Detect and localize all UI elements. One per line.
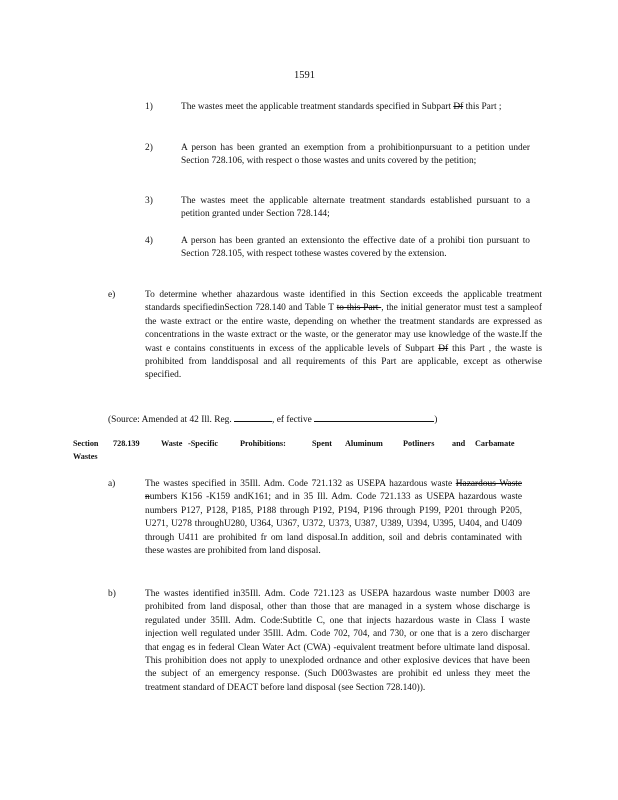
list-item-text: The wastes meet the applicable alternate treatment standards established pursuant to a petition granted under Section 728.144; — [181, 196, 530, 220]
list-item-text: A person has been granted an extensionto the effective date of a prohibi tion pursuant to Section 728.105, with respect tothese wastes covered by the extension. — [181, 236, 530, 260]
list-item-number: 1) — [145, 102, 153, 112]
list-item-text: The wastes meet the applicable treatment standards specified in Subpart Df this Part ; — [181, 102, 502, 112]
struck-text: Hazardous Waste n — [145, 479, 522, 503]
paragraph-label: b) — [108, 589, 116, 599]
document-page: 1591 1) The wastes meet the applicable treatment standards specified in Subpart Df this Part ; 2) A person has been granted an exemption from a prohibitionpursuant to a petition under Section 728.106, with respect o those wastes and units covered by the petition; 3) The wastes meet the applicable alternate treatment standards established pursuant to a petition granted under Section 728.144; 4) A person has been granted an extensionto the effective date of a prohibi tion pursuant to Section 728.105, with respect tothese wastes covered by the extension. e) To determine whether ahazardous waste identified in this Section exceeds the applicable treatment standards specifiedinSection 728.140 and Table T to this Part , the initial generator must test a sampleof the waste extract or the entire waste, depending on whether the treatment standards are expressed as concentrations in the waste extract or the waste, or the generator may use knowledge of the waste.If the wast e contains constituents in excess of the applicable levels of Subpart Df this Part , the waste is prohibited from landdisposal and all requirements of this Part are applicable, except as otherwise specified. (Source: Amended at 42 Ill. Reg. , ef fective ) Section 728.139 Waste -Specific Prohibitions: Spent Aluminum Potliners and Carbamate Wastes a) The wastes specified in 35Ill. Adm. Code 721.132 as USEPA hazardous waste Hazardous Waste numbers K156 -K159 andK161; and in 35 Ill. Adm. Code 721.133 as USEPA hazardous waste numbers P127, P128, P185, P188 through P192, P194, P196 through P199, P201 through P205, U271, U278 throughU280, U364, U367, U372, U373, U387, U389, U394, U395, U404, and U409 through U411 are prohibited fr om land disposal.In addition, soil and debris contaminated with these wastes are prohibited from land disposal. b) The wastes identified in35Ill. Adm. Code 721.123 as USEPA hazardous waste number D003 are prohibited from land disposal, other than those that are managed in a system whose discharge is regulated under 35Ill. Adm. Code:Subtitle C, one that injects hazardous waste in Class I waste injection well regulated under 35Ill. Adm. Code 702, 704, and 730, or one that is a zero discharger that engag es in federal Clean Water Act (CWA) -equivalent treatment before ultimate land disposal. This prohibition does not apply to unexploded ordnance and other explosive devices that have been the subject of an emergency response. (Such D003wastes are prohibit ed unless they meet the treatment standard of DEACT before land disposal (see Section 728.140)). — [0, 0, 618, 800]
struck-text: to this Part — [336, 303, 382, 314]
struck-text: Df — [453, 102, 464, 112]
list-item-number: 2) — [145, 143, 153, 153]
paragraph-label: a) — [108, 479, 116, 489]
source-note: (Source: Amended at 42 Ill. Reg. , ef fective ) — [108, 412, 437, 427]
list-item-text: A person has been granted an exemption from a prohibitionpursuant to a petition under Section 728.106, with respect o those wastes and units covered by the petition; — [181, 143, 530, 167]
paragraph-text: To determine whether ahazardous waste identified in this Section exceeds the applicable treatment standards specifiedinSection 728.140 and Table T to this Part , the initial generator must test a sampleof the waste extract or the entire waste, depending on whether the treatment standards are expressed as concentrations in the waste extract or the waste, or the generator may use knowledge of the waste.If the wast e contains constituents in excess of the applicable levels of Subpart Df this Part , the waste is prohibited from landdisposal and all requirements of this Part are applicable, except as otherwise specified. — [145, 290, 542, 381]
list-item-number: 3) — [145, 196, 153, 206]
paragraph-label: e) — [108, 290, 116, 300]
date-blank — [234, 412, 272, 422]
paragraph-text: The wastes specified in 35Ill. Adm. Code 721.132 as USEPA hazardous waste Hazardous Waste numbers K156 -K159 andK161; and in 35 Ill. Adm. Code 721.133 as USEPA hazardous waste numbers P127, P128, P185, P188 through P192, P194, P196 through P199, P201 through P205, U271, U278 throughU280, U364, U367, U372, U373, U387, U389, U394, U395, U404, and U409 through U411 are prohibited fr om land disposal.In addition, soil and debris contaminated with these wastes are prohibited from land disposal. — [145, 479, 522, 557]
list-item-number: 4) — [145, 236, 153, 246]
date-blank — [314, 412, 434, 422]
paragraph-text: The wastes identified in35Ill. Adm. Code 721.123 as USEPA hazardous waste number D003 are prohibited from land disposal, other than those that are managed in a system whose discharge is regulated under 35Ill. Adm. Code:Subtitle C, one that injects hazardous waste in Class I waste injection well regulated under 35Ill. Adm. Code 702, 704, and 730, or one that is a zero discharger that engag es in federal Clean Water Act (CWA) -equivalent treatment before ultimate land disposal. This prohibition does not apply to unexploded ordnance and other explosive devices that have been the subject of an emergency response. (Such D003wastes are prohibit ed unless they meet the treatment standard of DEACT before land disposal (see Section 728.140)). — [145, 589, 530, 693]
struck-text: Df — [438, 343, 449, 354]
page-number: 1591 — [294, 70, 315, 81]
